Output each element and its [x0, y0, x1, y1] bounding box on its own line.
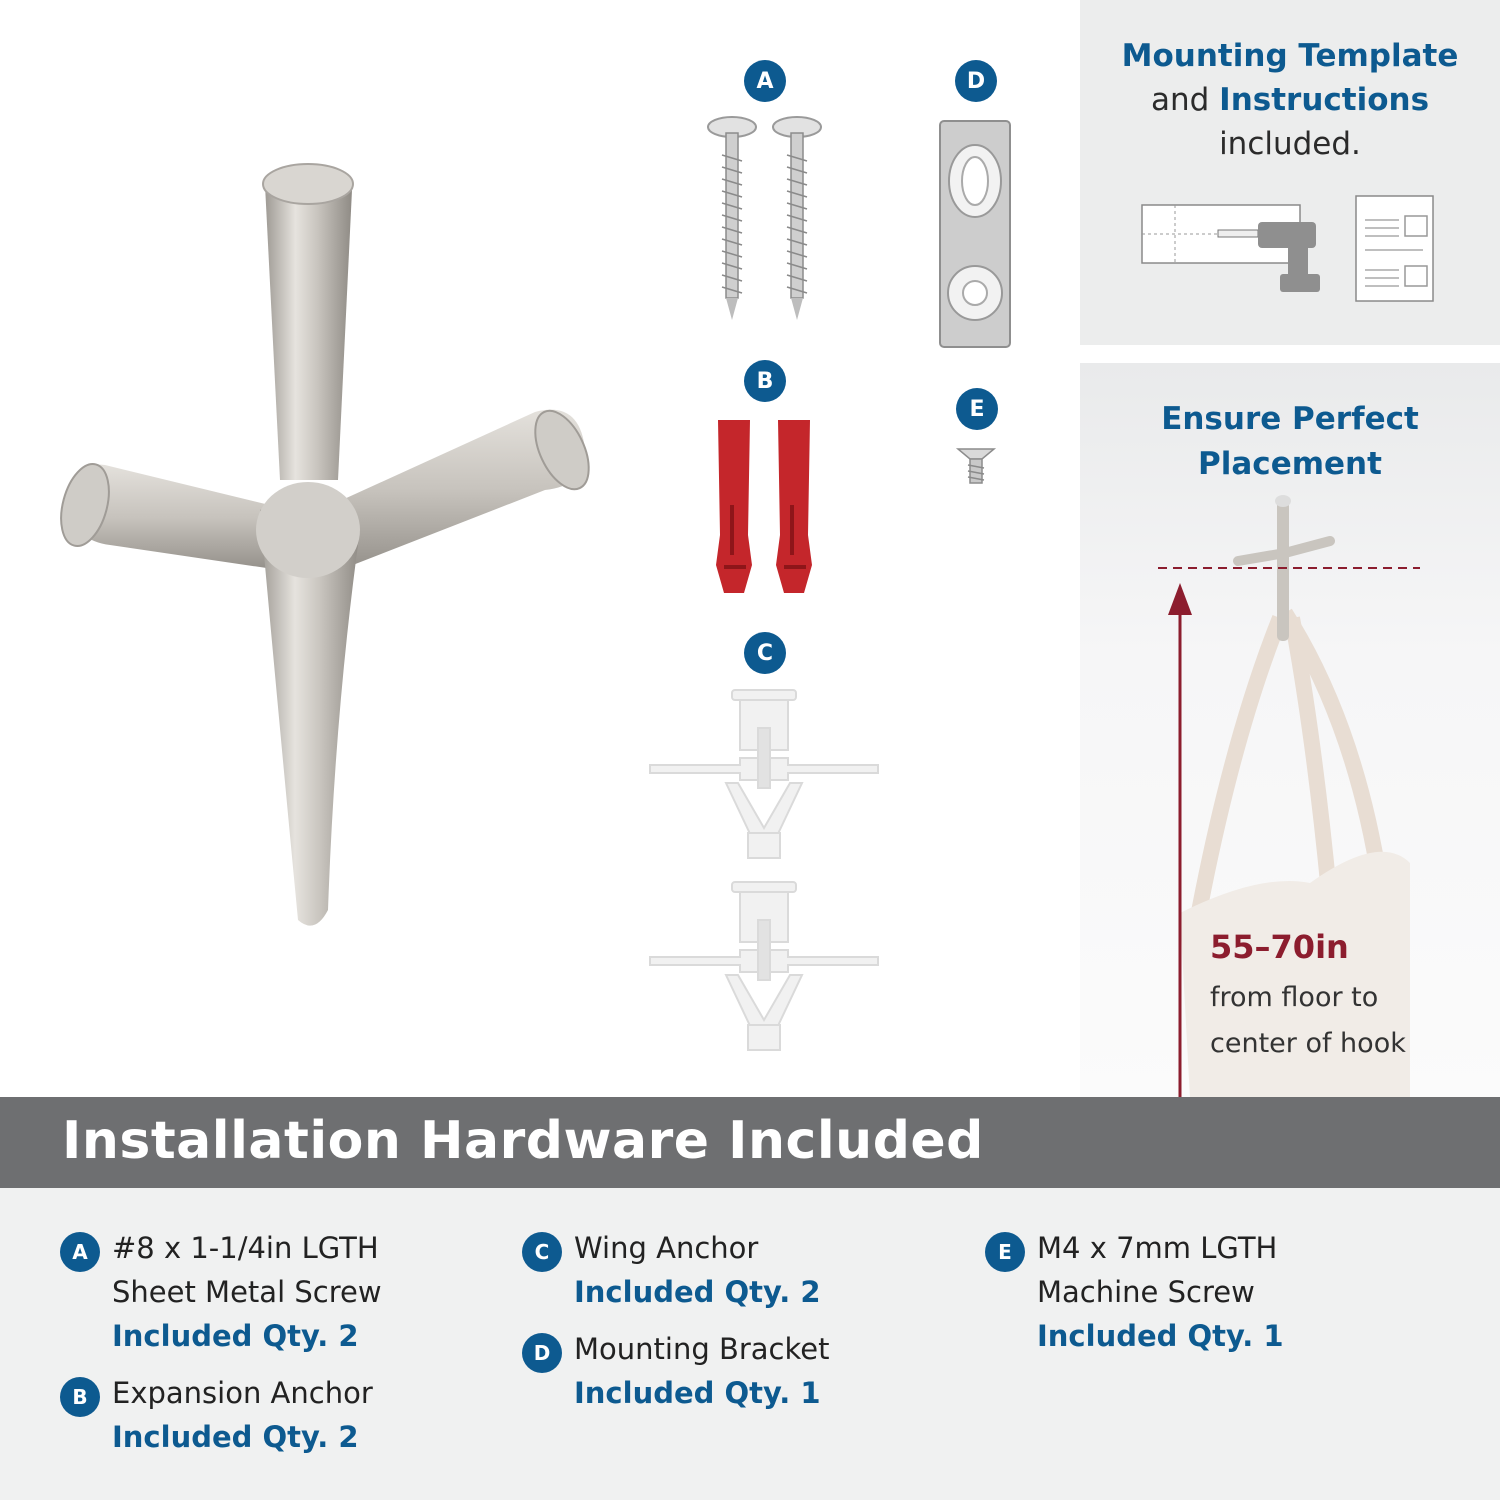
template-title: Mounting Template	[1121, 38, 1459, 74]
item-c-qty: Included Qty. 2	[574, 1275, 821, 1309]
machine-screw-image	[955, 445, 997, 487]
height-value: 55–70in	[1210, 928, 1349, 966]
badge-e: E	[956, 388, 998, 430]
item-a-line1: #8 x 1-1/4in LGTH	[112, 1231, 379, 1265]
item-b-line1: Expansion Anchor	[112, 1376, 373, 1410]
banner-title: Installation Hardware Included	[62, 1111, 984, 1171]
list-badge-e: E	[985, 1232, 1025, 1272]
template-panel	[1080, 0, 1500, 345]
hook-product-image	[40, 150, 610, 950]
height-desc-line2: center of hook	[1210, 1028, 1406, 1059]
badge-c: C	[744, 632, 786, 674]
sheet-metal-screws-image	[700, 115, 830, 325]
list-badge-d: D	[522, 1333, 562, 1373]
wing-anchor-image-2	[648, 880, 880, 1055]
item-e-line1: M4 x 7mm LGTH	[1037, 1231, 1278, 1265]
hardware-banner	[0, 1097, 1500, 1188]
expansion-anchors-image	[710, 415, 820, 600]
template-drill-icon	[1140, 200, 1325, 298]
item-d-qty: Included Qty. 1	[574, 1376, 821, 1410]
badge-d: D	[955, 60, 997, 102]
height-desc-line1: from floor to	[1210, 982, 1379, 1013]
badge-a: A	[744, 60, 786, 102]
template-and: and	[1150, 82, 1210, 118]
template-instructions: Instructions	[1219, 82, 1430, 118]
placement-title-line1: Ensure Perfect	[1161, 401, 1419, 437]
placement-title-line2: Placement	[1198, 446, 1382, 482]
placement-panel	[1080, 363, 1500, 1098]
template-included: included.	[1219, 126, 1361, 162]
item-b-qty: Included Qty. 2	[112, 1420, 359, 1454]
item-d-line1: Mounting Bracket	[574, 1332, 830, 1366]
item-e-line2: Machine Screw	[1037, 1275, 1255, 1309]
badge-b: B	[744, 360, 786, 402]
item-e-qty: Included Qty. 1	[1037, 1319, 1284, 1353]
item-a-qty: Included Qty. 2	[112, 1319, 359, 1353]
instructions-sheet-icon	[1355, 195, 1435, 303]
list-badge-b: B	[60, 1377, 100, 1417]
list-badge-c: C	[522, 1232, 562, 1272]
item-a-line2: Sheet Metal Screw	[112, 1275, 382, 1309]
list-badge-a: A	[60, 1232, 100, 1272]
item-c-line1: Wing Anchor	[574, 1231, 759, 1265]
mounting-bracket-image	[935, 118, 1015, 350]
wing-anchor-image-1	[648, 688, 880, 863]
